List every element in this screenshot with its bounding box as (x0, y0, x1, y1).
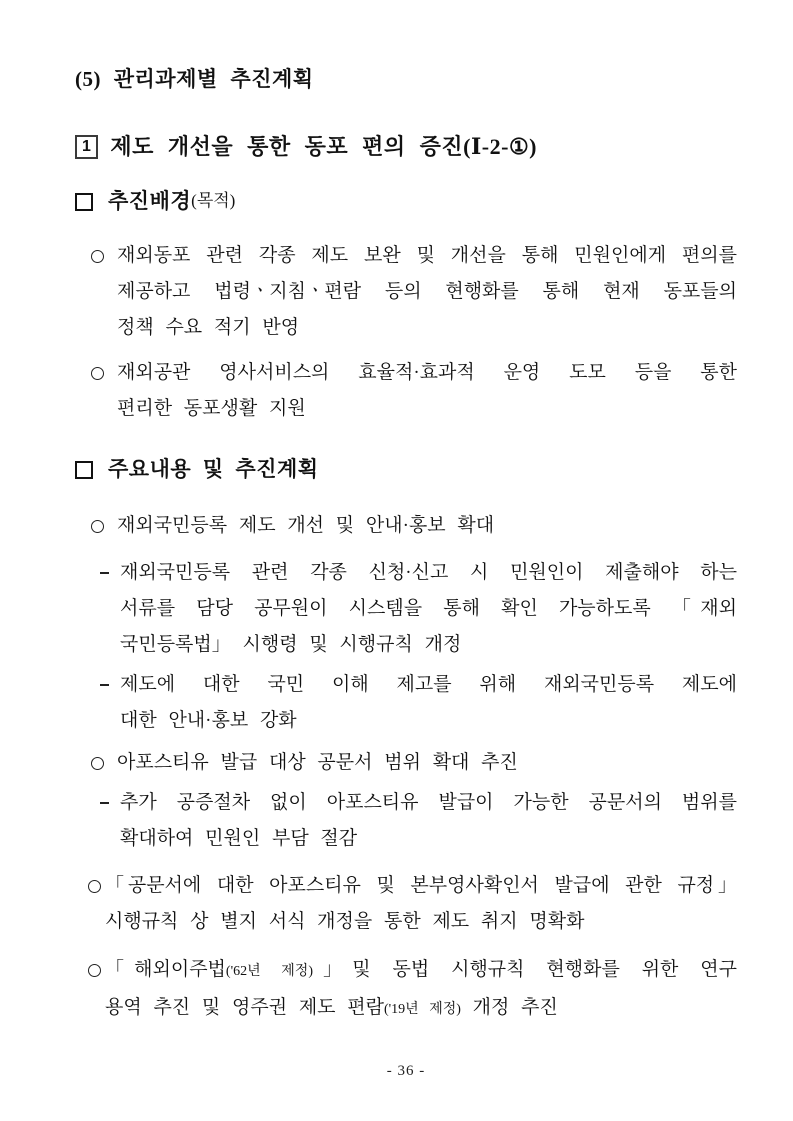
list-item-lines (120, 555, 737, 663)
list-item (75, 667, 737, 739)
list-item (75, 555, 737, 663)
subsection-note: (목적) (191, 191, 236, 210)
list-item-lines (105, 868, 737, 940)
text-segment: 재외국민등록 제도 개선 및 안내·홍보 확대 (117, 515, 495, 536)
text-line (120, 555, 737, 591)
list-item-lines (117, 238, 737, 346)
list-item (75, 508, 737, 544)
page-title: (5) 관리과제별 추진계획 (75, 67, 314, 91)
text-line (117, 391, 737, 427)
subsection-title: 추진배경 (108, 189, 192, 213)
section-heading (75, 130, 737, 164)
text-line (120, 785, 737, 821)
text-segment: 재외동포 관련 각종 제도 보완 및 개선을 통해 민원인에게 편의를 (117, 245, 737, 266)
text-line (105, 904, 737, 940)
text-segment: 「해외이주법 (105, 959, 226, 980)
text-segment: 시행규칙 상 별지 서식 개정을 통한 제도 취지 명확화 (105, 911, 585, 932)
section-title: 제도 개선을 통한 동포 편의 증진(Ⅰ-2-①) (110, 134, 538, 159)
text-line (117, 745, 737, 781)
text-segment: 추가 공증절차 없이 아포스티유 발급이 가능한 공문서의 범위를 (120, 792, 737, 813)
text-line (120, 703, 737, 739)
text-segment: 제공하고 법령ㆍ지침ㆍ편람 등의 현행화를 통해 현재 동포들의 (117, 281, 737, 302)
text-segment: 아포스티유 발급 대상 공문서 범위 확대 추진 (117, 752, 518, 773)
text-line (120, 667, 737, 703)
text-line (105, 952, 737, 990)
text-segment: 」및 동법 시행규칙 현행화를 위한 연구 (312, 959, 738, 980)
dash-bullet-icon (100, 572, 109, 574)
text-segment: 재외국민등록 관련 각종 신청·신고 시 민원인이 제출해야 하는 (120, 562, 737, 583)
text-segment: 「공문서에 대한 아포스티유 및 본부영사확인서 발급에 관한 규정」 (105, 875, 737, 896)
list-item-lines (117, 355, 737, 427)
text-line (117, 355, 737, 391)
square-bullet-icon (75, 193, 93, 211)
subsection-title: 주요내용 및 추진계획 (108, 457, 319, 481)
text-line (117, 238, 737, 274)
text-line (117, 508, 737, 544)
list-item-lines (120, 785, 737, 857)
circle-bullet-icon (91, 250, 104, 263)
list-item-lines (117, 745, 737, 781)
text-line (117, 310, 737, 346)
text-segment: 대한 안내·홍보 강화 (120, 710, 297, 731)
fine-print: ('19년 제정) (384, 1002, 461, 1017)
text-line (105, 868, 737, 904)
text-line (120, 591, 737, 627)
text-segment: 서류를 담당 공무원이 시스템을 통해 확인 가능하도록 「재외 (120, 598, 737, 619)
text-segment: 개정 추진 (460, 997, 558, 1018)
subsection-heading (75, 453, 737, 485)
square-bullet-icon (75, 461, 93, 479)
circle-bullet-icon (91, 520, 104, 533)
text-segment: 국민등록법」 시행령 및 시행규칙 개정 (120, 634, 462, 655)
circle-bullet-icon (88, 964, 101, 977)
text-segment: 재외공관 영사서비스의 효율적·효과적 운영 도모 등을 통한 (117, 362, 737, 383)
text-line (105, 990, 737, 1028)
fine-print: ('62년 제정) (225, 964, 313, 979)
circle-bullet-icon (91, 367, 104, 380)
text-segment: 용역 추진 및 영주권 제도 편람 (105, 997, 384, 1018)
subsection-heading (75, 185, 737, 217)
list-item (75, 355, 737, 427)
text-segment: 확대하여 민원인 부담 절감 (120, 828, 358, 849)
list-item (75, 745, 737, 781)
text-line (120, 627, 737, 663)
page-number: - 36 - (386, 1063, 426, 1079)
list-item (75, 868, 737, 940)
circle-bullet-icon (88, 880, 101, 893)
list-item-lines (117, 508, 737, 544)
section-number-box: 1 (75, 135, 98, 159)
list-item (75, 785, 737, 857)
list-item (75, 952, 737, 1028)
text-segment: 제도에 대한 국민 이해 제고를 위해 재외국민등록 제도에 (120, 674, 737, 695)
list-item-lines (105, 952, 737, 1028)
list-item-lines (120, 667, 737, 739)
content-blocks (75, 185, 737, 1028)
text-line (117, 274, 737, 310)
circle-bullet-icon (91, 757, 104, 770)
dash-bullet-icon (100, 802, 109, 804)
list-item (75, 238, 737, 346)
text-line (120, 821, 737, 857)
text-segment: 정책 수요 적기 반영 (117, 317, 300, 338)
text-segment: 편리한 동포생활 지원 (117, 398, 306, 419)
dash-bullet-icon (100, 684, 109, 686)
